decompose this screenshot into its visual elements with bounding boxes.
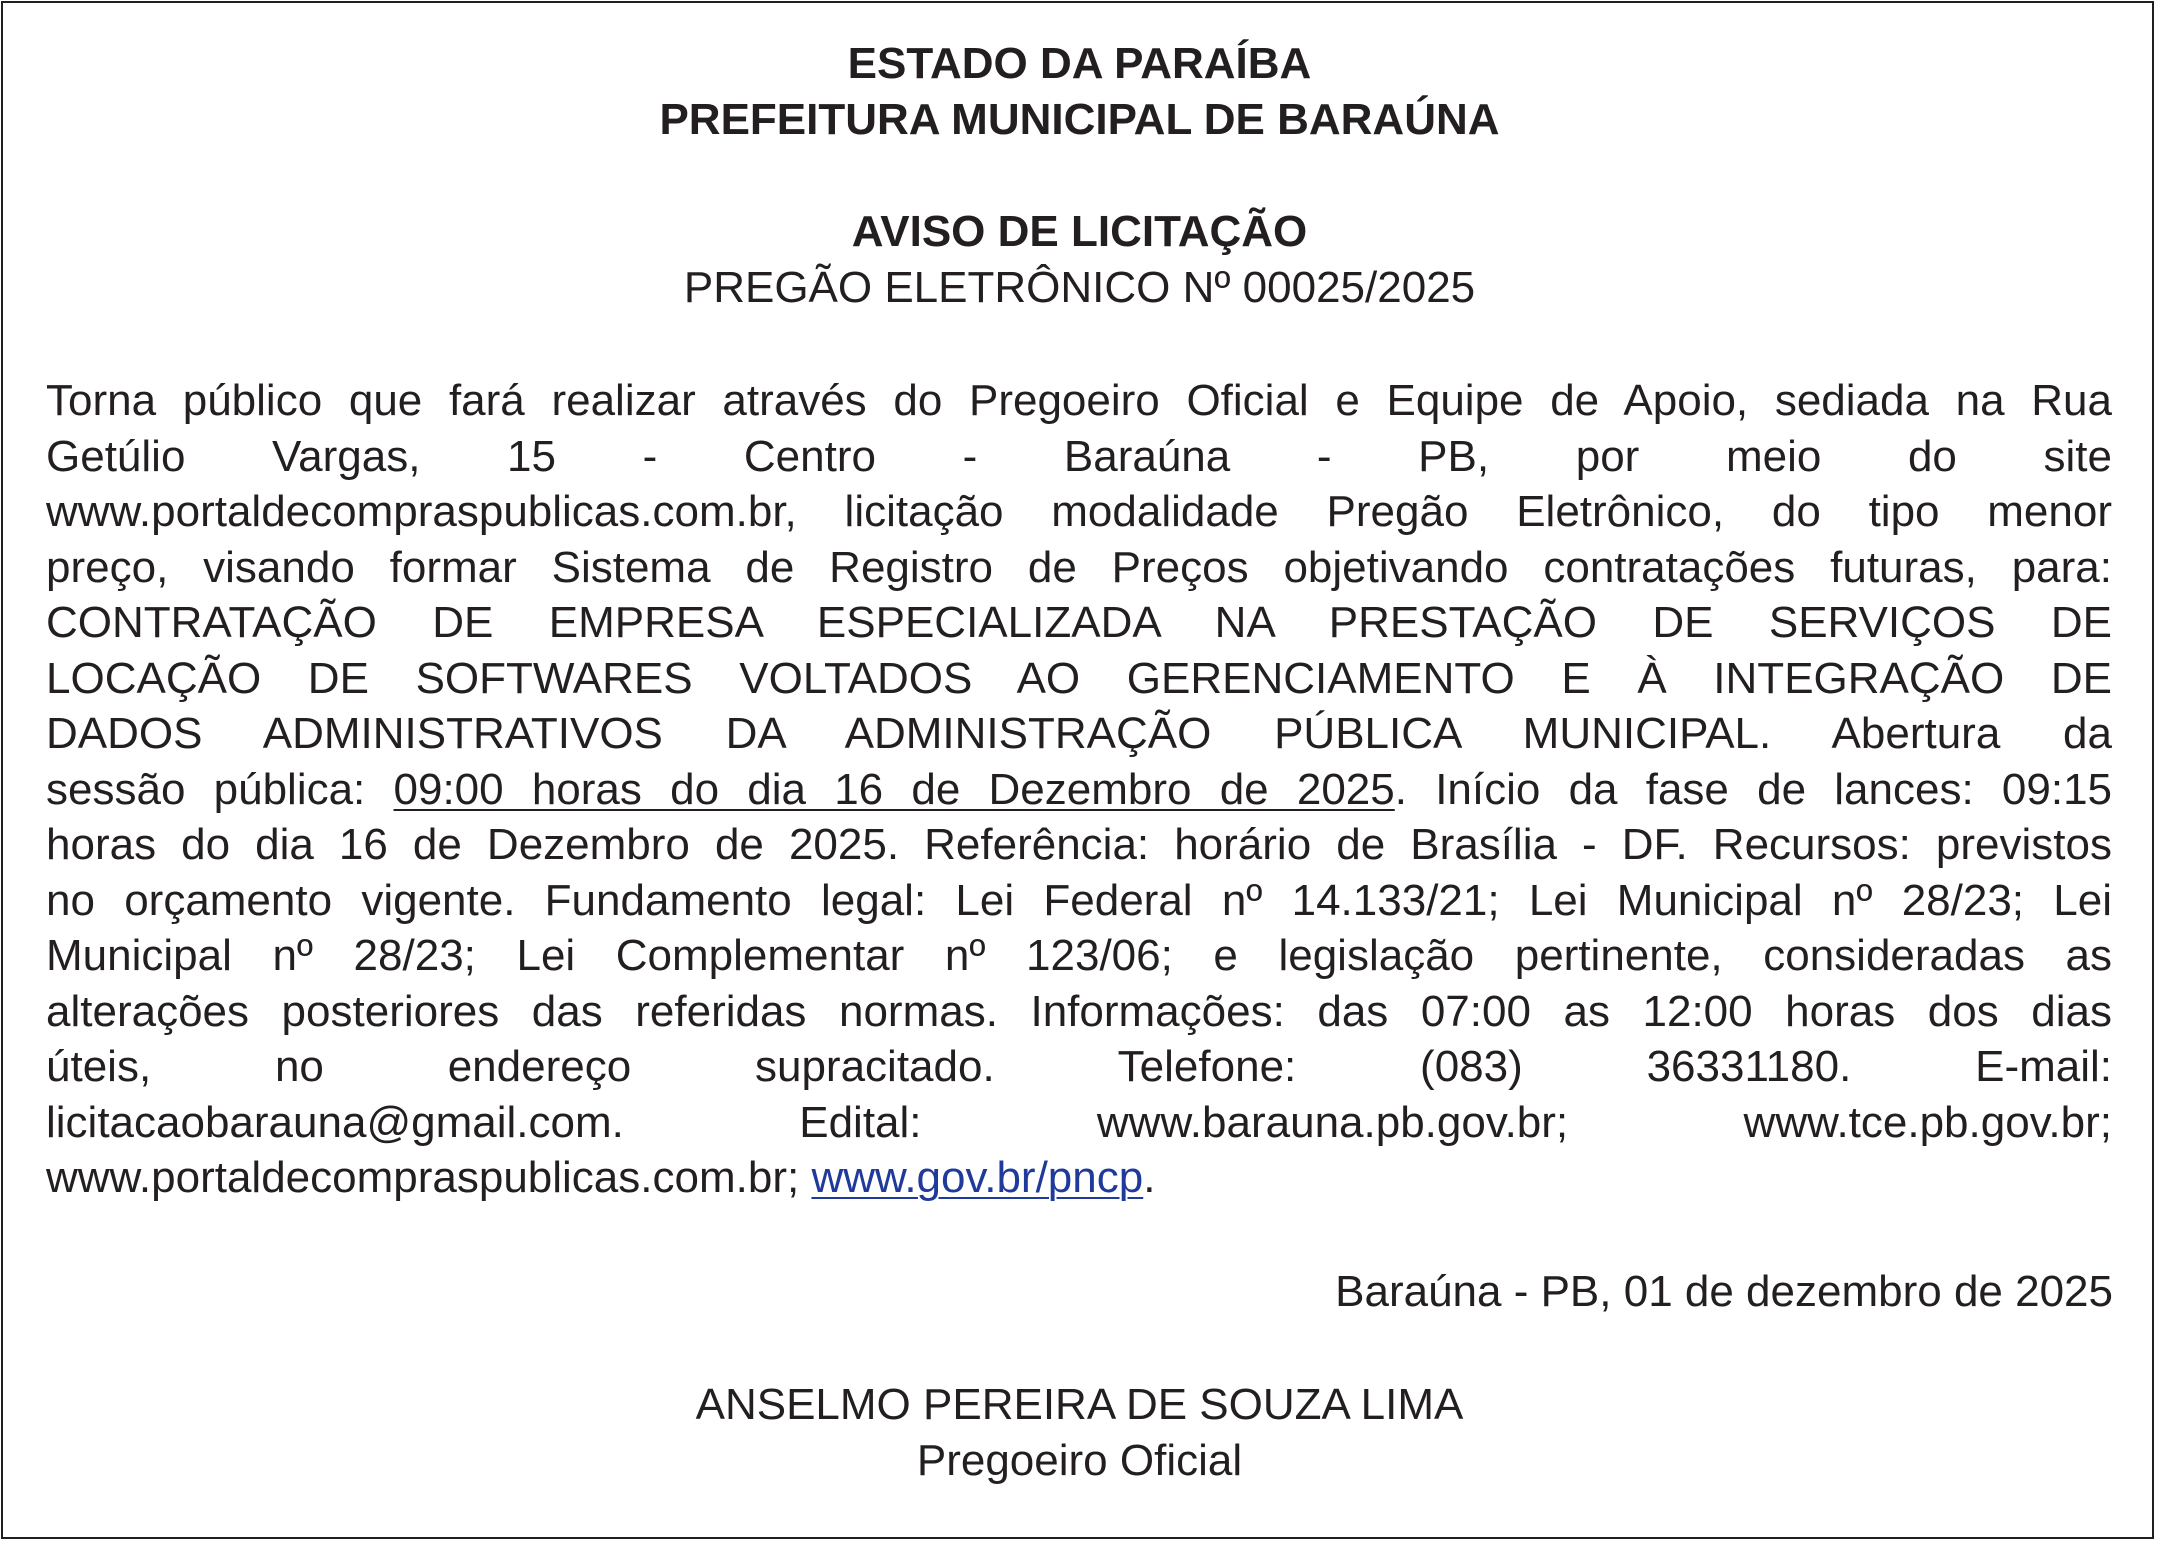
- session-prefix: sessão pública:: [46, 764, 394, 814]
- signer-role: Pregoeiro Oficial: [916, 1436, 1243, 1485]
- signer-name: ANSELMO PEREIRA DE SOUZA LIMA: [695, 1380, 1464, 1429]
- body-line: úteis, no endereço supracitado. Telefone: (083) 36331180. E-mail:: [46, 1042, 2112, 1091]
- session-suffix: . Início da fase de lances: 09:15: [1394, 764, 2113, 814]
- body-line: horas do dia 16 de Dezembro de 2025. Referência: horário de Brasília - DF. Recursos: previstos: [46, 820, 2112, 869]
- body-line: preço, visando formar Sistema de Registro de Preços objetivando contratações futuras, para:: [46, 542, 2112, 592]
- auction-number: PREGÃO ELETRÔNICO Nº 00025/2025: [683, 263, 1476, 312]
- body-line: DADOS ADMINISTRATIVOS DA ADMINISTRAÇÃO PÚBLICA MUNICIPAL. Abertura da: [46, 709, 2112, 758]
- last-prefix: www.portaldecompraspublicas.com.br;: [46, 1153, 812, 1202]
- body-line: www.portaldecompraspublicas.com.br, licitação modalidade Pregão Eletrônico, do tipo menor: [46, 487, 2112, 536]
- body-line: Getúlio Vargas, 15 - Centro - Baraúna - PB, por meio do site: [46, 431, 2112, 481]
- notice-title: AVISO DE LICITAÇÃO: [851, 207, 1308, 256]
- body-line: no orçamento vigente. Fundamento legal: Lei Federal nº 14.133/21; Lei Municipal nº 28/23; Lei: [46, 875, 2112, 925]
- body-line: Municipal nº 28/23; Lei Complementar nº 123/06; e legislação pertinente, consideradas as: [46, 931, 2112, 980]
- body-line: Torna público que fará realizar através do Pregoeiro Oficial e Equipe de Apoio, sediada na Rua: [46, 376, 2112, 425]
- place-date: Baraúna - PB, 01 de dezembro de 2025: [1335, 1267, 2113, 1316]
- prefecture-heading: PREFEITURA MUNICIPAL DE BARAÚNA: [659, 95, 1500, 144]
- body-line-session: [46, 762, 2112, 818]
- body-line: LOCAÇÃO DE SOFTWARES VOLTADOS AO GERENCIAMENTO E À INTEGRAÇÃO DE: [46, 653, 2112, 703]
- body-line: alterações posteriores das referidas normas. Informações: das 07:00 as 12:00 horas dos dias: [46, 986, 2112, 1036]
- session-datetime: 09:00 horas do dia 16 de Dezembro de 2025: [393, 764, 1395, 814]
- state-heading: ESTADO DA PARAÍBA: [847, 39, 1312, 88]
- body-line: licitacaobarauna@gmail.com. Edital: www.barauna.pb.gov.br; www.tce.pb.gov.br;: [46, 1097, 2112, 1147]
- body-line: CONTRATAÇÃO DE EMPRESA ESPECIALIZADA NA PRESTAÇÃO DE SERVIÇOS DE: [46, 598, 2112, 647]
- body-line-last: [46, 1150, 2112, 1206]
- notice-body: [46, 373, 2112, 1206]
- last-suffix: .: [1143, 1153, 1156, 1202]
- pncp-link[interactable]: www.gov.br/pncp: [811, 1153, 1144, 1202]
